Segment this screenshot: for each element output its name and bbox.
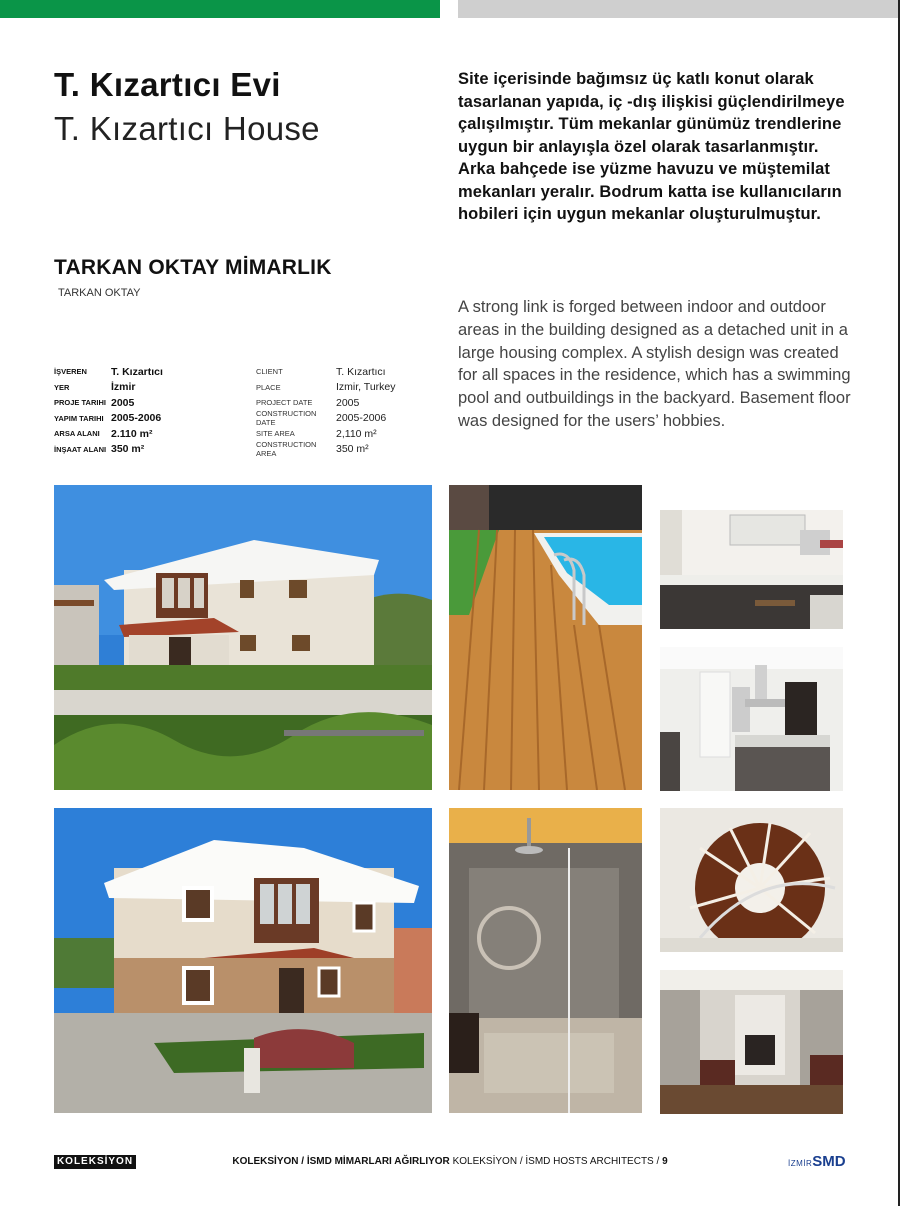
info-row-place [54,380,163,396]
info-label: YAPIM TARIHI [54,413,104,423]
footer-running-title [0,1156,900,1167]
footer-title-normal: KOLEKSİYON / İSMD HOSTS ARCHITECTS / [449,1156,663,1167]
info-row-construction-date [54,411,163,427]
info-value: T. Kızartıcı [336,365,386,378]
info-row-client [54,364,163,380]
info-value: Izmir, Turkey [336,381,396,394]
architect-name: TARKAN OKTAY [58,287,141,299]
info-label: SITE AREA [256,429,295,439]
info-label: İŞVEREN [54,367,87,377]
info-value: 350 m² [336,443,369,456]
spiral-staircase-photo [660,808,843,952]
pool-deck-photo [449,485,642,790]
firm-name: TARKAN OKTAY MİMARLIK [54,256,332,279]
logo-main-text: SMD [812,1153,846,1170]
info-label: ARSA ALANI [54,429,100,439]
koleksiyon-logo: KOLEKSİYON [54,1155,136,1169]
kitchen-island-photo [660,647,843,791]
info-label: İNŞAAT ALANI [54,444,107,454]
info-label: PROJE TARIHI [54,398,106,408]
house-exterior-photo-2 [54,808,432,1113]
info-row-place [256,380,396,396]
info-row-site-area [54,426,163,442]
top-grey-bar [458,0,898,18]
page-number: 9 [662,1156,668,1167]
living-room-photo [660,970,843,1114]
info-value: 2005-2006 [111,412,162,425]
info-row-construction-date [256,411,396,427]
info-value: 2005-2006 [336,412,387,425]
info-label: YER [54,382,70,392]
info-label: PROJECT DATE [256,398,313,408]
info-row-project-date [54,395,163,411]
info-value: T. Kızartıcı [111,365,163,378]
page-title-turkish: T. Kızartıcı Evi [54,66,281,103]
project-info-english [256,364,396,457]
bathroom-shower-photo [449,808,642,1113]
footer-title-bold: KOLEKSİYON / İSMD MİMARLARI AĞIRLIYOR [232,1156,450,1167]
info-row-project-date [256,395,396,411]
info-row-client [256,364,396,380]
top-green-bar [0,0,440,18]
project-info-turkish [54,364,163,457]
info-row-construction-area [256,442,396,458]
info-label: CLIENT [256,367,283,377]
description-english: A strong link is forged between indoor and outdoor areas in the building designed as a detached unit in a large housing complex. A stylish design was created for all spaces in the residence, which has a swimming pool and outbuildings in the backyard. Basement floor was designed for the users’ hobbies. [458,298,851,430]
info-value: 2005 [336,396,360,409]
description-turkish: Site içerisinde bağımsız üç katlı konut olarak tasarlanan yapıda, iç -dış ilişkisi güçlendirilmeye çalışılmıştır. Tüm mekanlar günümüz trendlerine uygun bir anlayışla özel olarak tasarlanmıştır. Arka bahçede ise yüzme havuzu ve müştemilat mekanları yeralır. Bodrum katta ise kullanıcıların hobileri için uygun mekanlar oluşturulmuştur. [458,70,845,223]
info-value: İzmir [111,381,136,394]
info-value: 350 m² [111,443,145,456]
info-value: 2,110 m² [336,427,377,440]
info-value: 2.110 m² [111,427,153,440]
house-exterior-photo [54,485,432,790]
info-row-site-area [256,426,396,442]
info-label: CONSTRUCTION AREA [256,440,317,459]
info-label: PLACE [256,382,281,392]
kitchen-photo [660,485,843,629]
logo-small-text: İZMİR [788,1159,813,1168]
page-title-english: T. Kızartıcı House [54,110,320,147]
info-row-construction-area [54,442,163,458]
izmir-smd-logo [788,1153,846,1170]
info-value: 2005 [111,396,135,409]
info-label: CONSTRUCTION DATE [256,409,317,428]
